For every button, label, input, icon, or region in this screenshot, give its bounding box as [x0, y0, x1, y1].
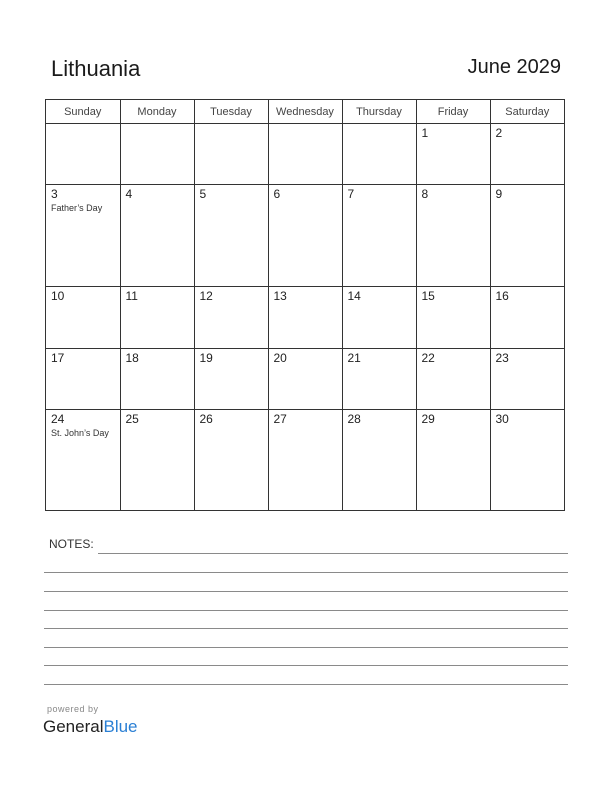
day-cell	[46, 348, 120, 409]
day-number: 30	[495, 412, 509, 426]
notes-label: NOTES:	[49, 537, 94, 551]
note-line	[44, 572, 568, 573]
note-line	[44, 665, 568, 666]
day-cell	[120, 124, 194, 185]
note-line	[44, 591, 568, 592]
day-number: 10	[51, 289, 65, 304]
day-number: 3	[51, 187, 58, 202]
day-cell	[120, 185, 194, 287]
day-cell	[342, 287, 416, 348]
note-line	[44, 628, 568, 629]
note-line	[44, 647, 568, 648]
day-cell	[416, 124, 490, 185]
day-cell	[416, 348, 490, 409]
week-row	[46, 410, 564, 511]
day-cell	[194, 410, 268, 511]
weekday-header: Wednesday	[268, 100, 342, 124]
powered-by-text: powered by	[47, 704, 99, 714]
day-number: 4	[125, 187, 133, 202]
day-number: 1	[421, 126, 429, 140]
day-cell	[120, 348, 194, 409]
day-cell	[46, 185, 120, 287]
day-cell	[342, 124, 416, 185]
week-row	[46, 185, 564, 287]
day-number: 29	[421, 412, 435, 426]
day-number: 9	[495, 187, 503, 202]
day-cell	[342, 410, 416, 511]
day-cell	[46, 124, 120, 185]
day-cell	[490, 124, 564, 185]
weekday-header: Friday	[416, 100, 490, 124]
weekday-header: Tuesday	[194, 100, 268, 124]
day-cell	[342, 185, 416, 287]
calendar-country-title: Lithuania	[51, 56, 141, 81]
brand-name-part1: General	[43, 717, 104, 736]
day-number: 15	[421, 289, 435, 304]
day-cell	[268, 348, 342, 409]
holiday-label: St. John’s Day	[51, 428, 109, 438]
generalblue-logo[interactable]	[43, 717, 138, 737]
note-line	[44, 610, 568, 611]
day-cell	[416, 185, 490, 287]
day-cell	[490, 410, 564, 511]
day-number: 26	[199, 412, 213, 426]
day-number: 16	[495, 289, 509, 304]
week-row	[46, 287, 564, 348]
day-cell	[194, 185, 268, 287]
weekday-header: Thursday	[342, 100, 416, 124]
day-number: 14	[347, 289, 361, 304]
weekday-header: Monday	[120, 100, 194, 124]
week-row	[46, 348, 564, 409]
weekday-header-row	[46, 100, 564, 124]
day-cell	[342, 348, 416, 409]
day-cell	[268, 287, 342, 348]
day-number: 27	[273, 412, 287, 426]
week-row	[46, 124, 564, 185]
day-number: 28	[347, 412, 361, 426]
day-number: 12	[199, 289, 213, 304]
day-cell	[46, 410, 120, 511]
calendar-grid	[45, 99, 565, 511]
day-number: 13	[273, 289, 287, 304]
day-number: 21	[347, 350, 361, 365]
day-number: 23	[495, 350, 509, 365]
day-cell	[194, 124, 268, 185]
day-number: 25	[125, 412, 139, 426]
day-number: 5	[199, 187, 207, 202]
day-number: 7	[347, 187, 355, 202]
day-number: 2	[495, 126, 503, 140]
day-cell	[120, 410, 194, 511]
weekday-header: Saturday	[490, 100, 564, 124]
day-number: 18	[125, 350, 139, 365]
day-number: 11	[125, 289, 138, 304]
brand-name-part2: Blue	[103, 717, 138, 736]
day-cell	[490, 185, 564, 287]
day-cell	[416, 410, 490, 511]
day-cell	[268, 124, 342, 185]
day-number: 8	[421, 187, 429, 202]
day-number: 6	[273, 187, 281, 202]
day-cell	[268, 410, 342, 511]
day-cell	[268, 185, 342, 287]
day-cell	[490, 348, 564, 409]
day-cell	[194, 287, 268, 348]
day-cell	[490, 287, 564, 348]
note-line	[98, 553, 568, 554]
day-cell	[194, 348, 268, 409]
day-number: 19	[199, 350, 213, 365]
day-cell	[46, 287, 120, 348]
weekday-header: Sunday	[46, 100, 120, 124]
day-number: 24	[51, 412, 65, 426]
calendar-month-title: June 2029	[467, 56, 561, 78]
day-number: 22	[421, 350, 435, 365]
holiday-label: Father’s Day	[51, 203, 103, 214]
note-line	[44, 684, 568, 685]
day-number: 17	[51, 350, 65, 365]
day-cell	[120, 287, 194, 348]
day-cell	[416, 287, 490, 348]
day-number: 20	[273, 350, 287, 365]
